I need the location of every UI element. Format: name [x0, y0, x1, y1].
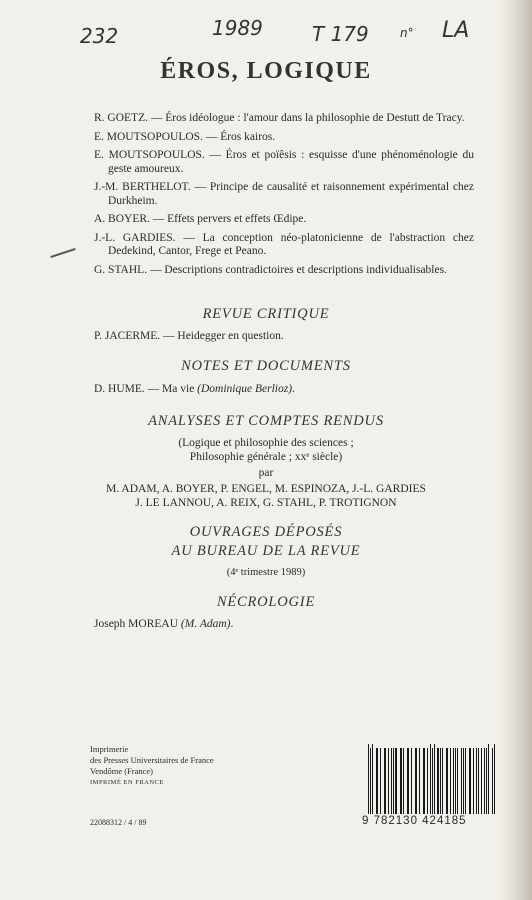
print-code: 22088312 / 4 / 89 — [90, 818, 147, 827]
imprint-line: Vendôme (France) — [90, 766, 154, 776]
article-list — [94, 112, 474, 282]
barcode-bar — [376, 748, 377, 814]
barcode-bar — [484, 748, 485, 814]
barcode-bar — [419, 748, 420, 814]
section-heading-necrologie: NÉCROLOGIE — [216, 594, 316, 610]
handwritten-code: T 179 — [312, 22, 369, 46]
barcode-bar — [395, 748, 396, 814]
article-entry: J.-L. GARDIES. — La conception néo-platonicienne de l'abstraction chez Dedekind, Cantor, Frege et Peano. — [94, 231, 474, 257]
analyses-sub1: (Logique et philosophie des sciences ; — [178, 437, 354, 449]
handwritten-initials: LA — [442, 18, 470, 43]
article-entry: A. BOYER. — Effets pervers et effets Œdipe. — [94, 213, 307, 225]
notes-line: D. HUME. — Ma vie (Dominique Berlioz). — [94, 383, 295, 395]
article-entry: E. MOUTSOPOULOS. — Éros kairos. — [94, 130, 276, 143]
barcode-bar — [478, 748, 479, 814]
barcode-bar — [415, 748, 416, 814]
handwritten-year: 1989 — [212, 16, 263, 40]
isbn-number: 9 782130 424185 — [362, 815, 467, 827]
barcode-bar — [411, 748, 412, 814]
barcode-bar — [437, 748, 438, 814]
pencil-mark — [50, 248, 75, 258]
imprint-line: des Presses Universitaires de France — [90, 755, 214, 765]
article-entry: R. GOETZ. — Éros idéologue : l'amour dans la philosophie de Destutt de Tracy. — [94, 112, 465, 124]
imprint-line: IMPRIMÉ EN FRANCE — [90, 779, 164, 786]
barcode-bar — [440, 748, 441, 814]
necrologie-line: Joseph MOREAU (M. Adam). — [94, 618, 234, 630]
printer-imprint — [90, 744, 214, 788]
section-heading-revue: REVUE CRITIQUE — [202, 306, 330, 322]
barcode-bar — [461, 748, 462, 814]
barcode-bar — [403, 748, 404, 814]
handwritten-no: n° — [400, 26, 414, 40]
barcode-bar — [391, 748, 392, 814]
revue-line: P. JACERME. — Heidegger en question. — [94, 330, 284, 342]
barcode-bar — [447, 748, 448, 814]
analyses-sub2: Philosophie générale ; xxᵉ siècle) — [189, 451, 343, 463]
imprint-line: Imprimerie — [90, 744, 129, 754]
article-entry: J.-M. BERTHELOT. — Principe de causalité et raisonnement expérimental chez Durkheim. — [94, 181, 474, 207]
barcode-bar — [465, 748, 466, 814]
barcode-bar — [377, 748, 378, 814]
barcode-bar — [476, 748, 477, 814]
journal-title: ÉROS, LOGIQUE — [160, 58, 372, 84]
section-heading-ouvrages-2: AU BUREAU DE LA REVUE — [171, 543, 361, 559]
barcode — [368, 744, 496, 814]
barcode-bar — [492, 748, 493, 814]
article-entry: G. STAHL. — Descriptions contradictoires et descriptions individualisables. — [94, 263, 447, 276]
ouvrages-sub: (4ᵉ trimestre 1989) — [226, 567, 306, 578]
barcode-bar — [427, 748, 428, 814]
article-entry: E. MOUTSOPOULOS. — Éros et poïêsis : esquisse d'une phénoménologie du geste amoureux. — [94, 149, 474, 175]
section-heading-ouvrages: OUVRAGES DÉPOSÉS — [189, 524, 343, 540]
barcode-bar — [368, 744, 369, 814]
analyses-names1: M. ADAM, A. BOYER, P. ENGEL, M. ESPINOZA, J.-L. GARDIES — [106, 483, 426, 495]
analyses-names2: J. LE LANNOU, A. REIX, G. STAHL, P. TROTIGNON — [135, 497, 397, 509]
analyses-par: par — [258, 467, 274, 479]
barcode-bar — [388, 748, 389, 814]
handwritten-number: 232 — [80, 24, 119, 48]
section-heading-notes: NOTES ET DOCUMENTS — [181, 358, 351, 374]
barcode-bar — [453, 748, 454, 814]
section-heading-analyses: ANALYSES ET COMPTES RENDUS — [148, 413, 384, 429]
